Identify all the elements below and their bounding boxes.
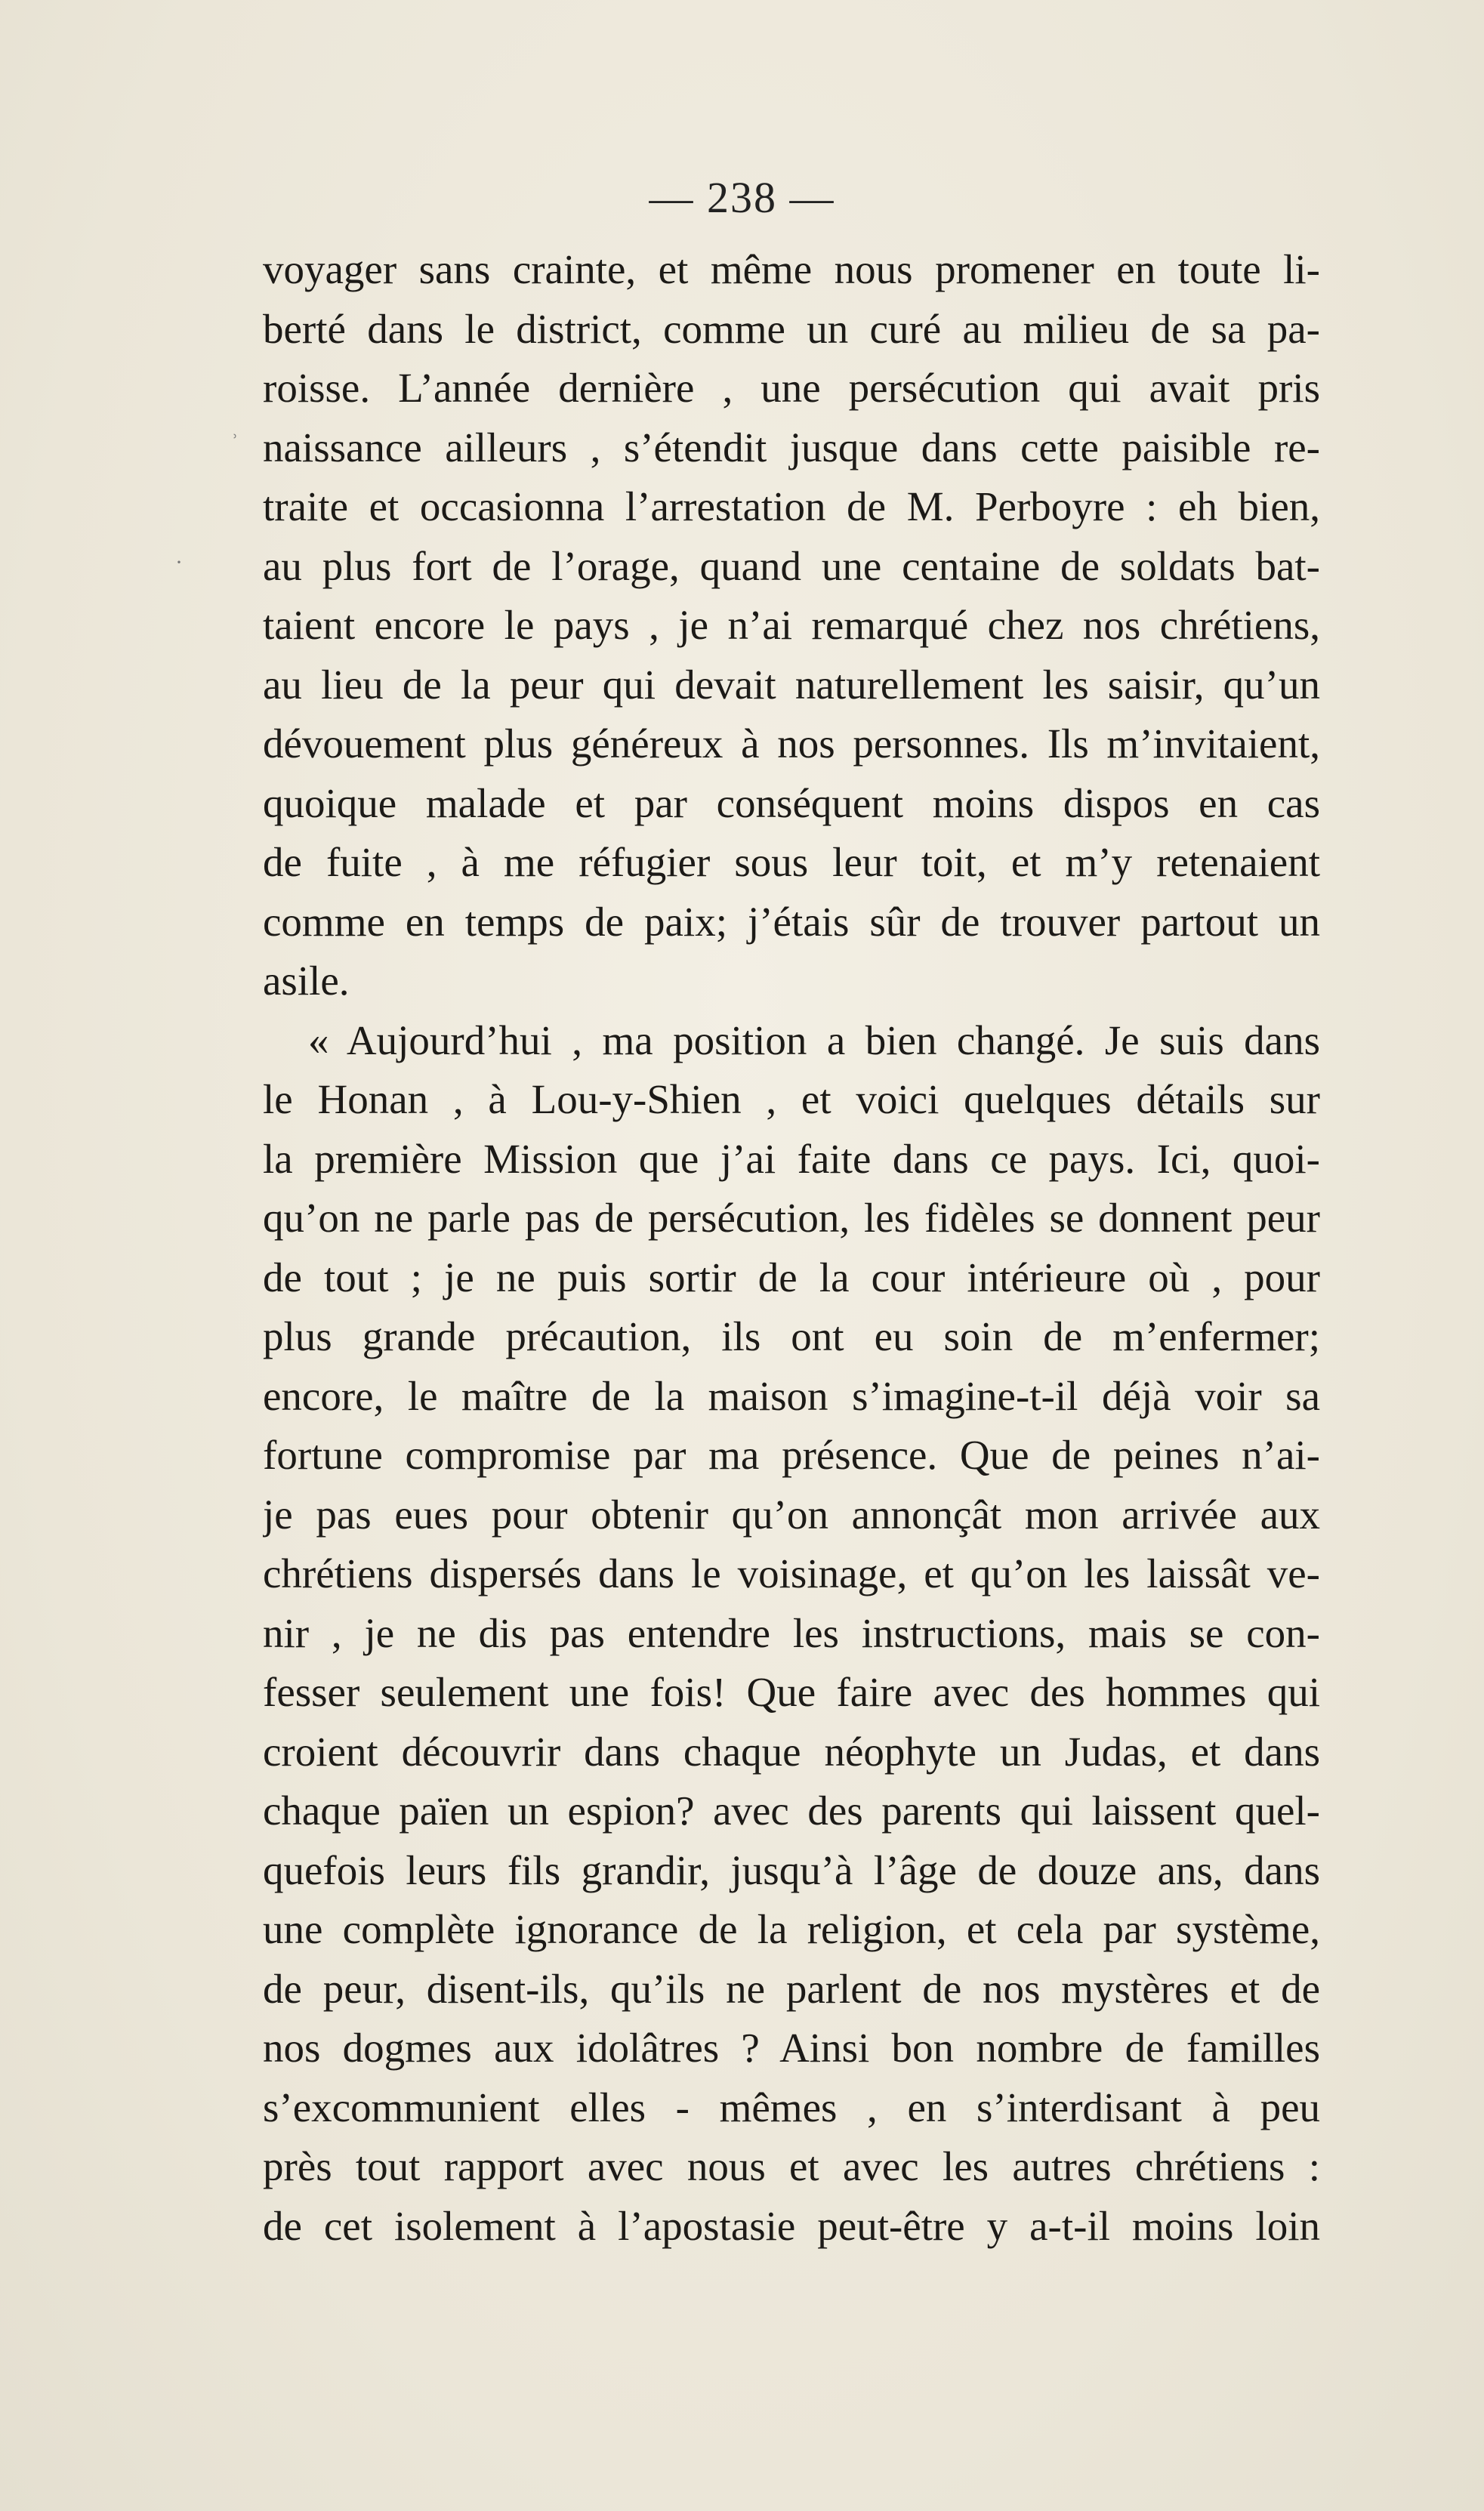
text-line: de peur, disent-ils, qu’ils ne parlent de nos mystères et de [263, 1965, 1320, 2012]
text-line: fortune compromise par ma présence. Que de peines n’ai- [263, 1432, 1320, 1478]
text-line: taient encore le pays , je n’ai remarqué chez nos chrétiens, [263, 602, 1320, 648]
page-number: — 238 — [649, 173, 835, 222]
text-line: nir , je ne dis pas entendre les instructions, mais se con- [263, 1609, 1320, 1656]
text-line: nos dogmes aux idolâtres ? Ainsi bon nombre de familles [263, 2025, 1320, 2071]
text-line: la première Mission que j’ai faite dans ce pays. Ici, quoi- [263, 1135, 1320, 1182]
text-line: naissance ailleurs , s’étendit jusque dans cette paisible re- [263, 424, 1320, 470]
text-line: chrétiens dispersés dans le voisinage, et qu’on les laissât ve- [263, 1550, 1320, 1596]
text-line: chaque païen un espion? avec des parents qui laissent quel- [263, 1788, 1320, 1834]
text-line: fesser seulement une fois! Que faire avec des hommes qui [263, 1669, 1320, 1715]
text-line: traite et occasionna l’arrestation de M. Perboyre : eh bien, [263, 483, 1320, 529]
text-line: comme en temps de paix; j’étais sûr de trouver partout un [263, 898, 1320, 945]
text-line: près tout rapport avec nous et avec les autres chrétiens : [263, 2143, 1320, 2189]
text-line: quoique malade et par conséquent moins dispos en cas [263, 779, 1320, 826]
text-line: une complète ignorance de la religion, et cela par système, [263, 1906, 1320, 1952]
margin-dot: · [175, 550, 183, 575]
text-line: croient découvrir dans chaque néophyte un Judas, et dans [263, 1728, 1320, 1775]
text-line: de fuite , à me réfugier sous leur toit, et m’y retenaient [263, 839, 1320, 885]
text-line: dévouement plus généreux à nos personnes. Ils m’invitaient, [263, 720, 1320, 767]
text-line: berté dans le district, comme un curé au milieu de sa pa- [263, 305, 1320, 352]
text-line: qu’on ne parle pas de persécution, les fidèles se donnent peur [263, 1195, 1320, 1241]
text-line: asile. [263, 958, 350, 1004]
text-line: plus grande précaution, ils ont eu soin de m’enfermer; [263, 1313, 1320, 1359]
text-line: quefois leurs fils grandir, jusqu’à l’âge de douze ans, dans [263, 1846, 1320, 1893]
margin-mark: ʾ [231, 430, 239, 455]
text-line: de cet isolement à l’apostasie peut-être y a-t-il moins loin [263, 2202, 1320, 2249]
text-line: de tout ; je ne puis sortir de la cour intérieure où , pour [263, 1254, 1320, 1300]
text-line: au plus fort de l’orage, quand une centaine de soldats bat- [263, 542, 1320, 589]
text-line: s’excommunient elles - mêmes , en s’interdisant à peu [263, 2084, 1320, 2130]
body-text [263, 240, 1320, 2256]
text-line: au lieu de la peur qui devait naturellement les saisir, qu’un [263, 661, 1320, 708]
text-line: roisse. L’année dernière , une persécution qui avait pris [263, 365, 1320, 411]
text-line: encore, le maître de la maison s’imagine-t-il déjà voir sa [263, 1372, 1320, 1419]
text-line: le Honan , à Lou-y-Shien , et voici quelques détails sur [263, 1076, 1320, 1122]
text-line: je pas eues pour obtenir qu’on annonçât mon arrivée aux [263, 1491, 1320, 1538]
text-line: voyager sans crainte, et même nous promener en toute li- [263, 246, 1320, 292]
text-line: « Aujourd’hui , ma position a bien changé. Je suis dans [308, 1016, 1320, 1063]
